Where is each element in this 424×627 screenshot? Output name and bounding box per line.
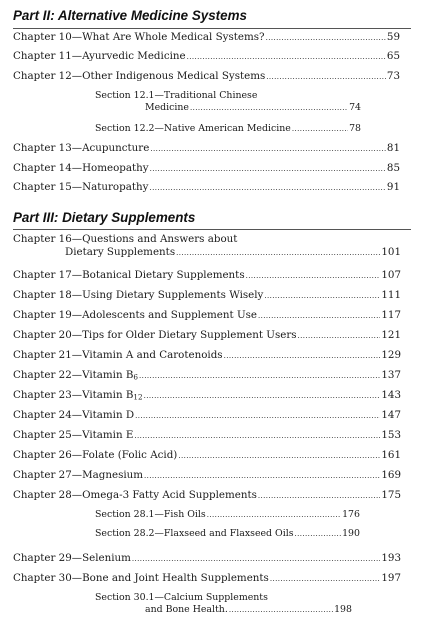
dot-leader: [266, 71, 386, 84]
toc-entry-chapter-27[interactable]: [13, 469, 401, 483]
dot-leader: [139, 370, 380, 383]
entry-label-continued: Medicine: [145, 102, 189, 113]
dot-leader: [187, 51, 386, 64]
entry-label: Chapter 26—Folate (Folic Acid): [13, 449, 178, 461]
page-number: 143: [381, 389, 401, 401]
page-number: 111: [381, 289, 401, 301]
page-number: 107: [381, 269, 401, 281]
page-number: 101: [381, 246, 401, 258]
dot-leader: [134, 430, 380, 443]
dot-leader: [144, 470, 380, 483]
toc-entry-section-30-1[interactable]: [95, 592, 352, 616]
entry-label: Chapter 17—Botanical Dietary Supplements: [13, 269, 245, 281]
dot-leader: [149, 182, 385, 195]
entry-label: Chapter 29—Selenium: [13, 552, 131, 564]
entry-label: Chapter 12—Other Indigenous Medical Systems: [13, 70, 266, 82]
entry-label: Chapter 15—Naturopathy: [13, 181, 149, 193]
page-number: 78: [349, 123, 361, 134]
page-number: 117: [381, 309, 401, 321]
dot-leader: [298, 330, 381, 343]
subscript: 12: [133, 392, 143, 402]
entry-label: Chapter 28—Omega-3 Fatty Acid Supplements: [13, 489, 257, 501]
dot-leader: [246, 270, 381, 283]
page-number: 176: [342, 509, 360, 520]
toc-entry-chapter-25[interactable]: [13, 429, 401, 443]
toc-entry-chapter-13[interactable]: [13, 142, 400, 156]
toc-entry-chapter-11[interactable]: [13, 50, 400, 64]
toc-entry-chapter-18[interactable]: [13, 289, 401, 303]
page-number: 190: [342, 528, 360, 539]
divider: [13, 28, 411, 29]
entry-label: Chapter 18—Using Dietary Supplements Wisely: [13, 289, 264, 301]
toc-entry-section-28-2[interactable]: [95, 528, 360, 540]
toc-entry-chapter-17[interactable]: [13, 269, 401, 283]
toc-entry-chapter-30[interactable]: [13, 572, 401, 586]
entry-label: Chapter 24—Vitamin D: [13, 409, 135, 421]
entry-label: Section 12.1—Traditional Chinese: [95, 90, 258, 101]
toc-entry-chapter-12[interactable]: [13, 70, 400, 84]
toc-entry-chapter-26[interactable]: [13, 449, 401, 463]
dot-leader: [258, 490, 380, 503]
page-number: 81: [386, 142, 400, 154]
entry-label: Chapter 19—Adolescents and Supplement Use: [13, 309, 257, 321]
entry-label: Section 28.2—Flaxseed and Flaxseed Oils: [95, 528, 294, 539]
entry-label: Chapter 22—Vitamin $B_6$: [13, 369, 139, 382]
dot-leader: [258, 310, 380, 323]
page-number: 91: [386, 181, 400, 193]
entry-label: Chapter 27—Magnesium: [13, 469, 144, 481]
page-number: 74: [349, 102, 361, 113]
toc-entry-chapter-10[interactable]: [13, 31, 400, 45]
part-title: Part III: Dietary Supplements: [13, 210, 196, 225]
toc-entry-chapter-24[interactable]: [13, 409, 401, 423]
entry-label: Chapter 11—Ayurvedic Medicine: [13, 50, 186, 62]
page-number: 197: [381, 572, 401, 584]
dot-leader: [207, 509, 341, 521]
dot-leader: [224, 350, 381, 363]
dot-leader: [150, 143, 386, 156]
page-number: 137: [381, 369, 401, 381]
divider: [13, 229, 411, 230]
dot-leader: [295, 528, 342, 540]
toc-entry-section-12-2[interactable]: [95, 123, 361, 135]
toc-entry-chapter-15[interactable]: [13, 181, 400, 195]
toc-entry-chapter-22[interactable]: [13, 369, 401, 383]
page-number: 193: [381, 552, 401, 564]
page-number: 85: [386, 162, 400, 174]
entry-label: Chapter 13—Acupuncture: [13, 142, 150, 154]
entry-label: Chapter 23—Vitamin $B_{12}$: [13, 389, 143, 402]
entry-label: Chapter 16—Questions and Answers about: [13, 233, 238, 245]
subscript: 6: [133, 372, 139, 382]
page-number: 73: [386, 70, 400, 82]
toc-entry-chapter-19[interactable]: [13, 309, 401, 323]
entry-label: Chapter 14—Homeopathy: [13, 162, 149, 174]
entry-label-continued: and Bone Health.: [145, 604, 228, 615]
toc-entry-chapter-14[interactable]: [13, 162, 400, 176]
entry-label: Chapter 30—Bone and Joint Health Supplements: [13, 572, 269, 584]
entry-label-continued: Dietary Supplements: [65, 246, 176, 258]
dot-leader: [132, 553, 380, 566]
page-number: 153: [381, 429, 401, 441]
toc-entry-chapter-21[interactable]: [13, 349, 401, 363]
page-number: 198: [334, 604, 352, 615]
dot-leader: [135, 410, 380, 423]
dot-leader: [190, 102, 348, 114]
page-number: 169: [381, 469, 401, 481]
toc-entry-chapter-29[interactable]: [13, 552, 401, 566]
dot-leader: [176, 247, 380, 260]
page-number: 161: [381, 449, 401, 461]
dot-leader: [266, 32, 386, 45]
dot-leader: [264, 290, 380, 303]
toc-entry-section-28-1[interactable]: [95, 509, 360, 521]
entry-label: Section 30.1—Calcium Supplements: [95, 592, 268, 603]
dot-leader: [229, 604, 333, 616]
dot-leader: [292, 123, 348, 135]
entry-label: Chapter 21—Vitamin A and Carotenoids: [13, 349, 223, 361]
part-title: Part II: Alternative Medicine Systems: [13, 8, 247, 23]
entry-label: Section 28.1—Fish Oils: [95, 509, 206, 520]
page-number: 59: [386, 31, 400, 43]
dot-leader: [144, 390, 381, 403]
entry-label: Chapter 10—What Are Whole Medical Systems?: [13, 31, 265, 43]
toc-entry-chapter-23[interactable]: [13, 389, 401, 403]
dot-leader: [178, 450, 380, 463]
entry-label: Chapter 20—Tips for Older Dietary Supplement Users: [13, 329, 297, 341]
entry-label: Section 12.2—Native American Medicine: [95, 123, 291, 134]
page-number: 147: [381, 409, 401, 421]
dot-leader: [270, 573, 381, 586]
entry-label: Chapter 25—Vitamin E: [13, 429, 134, 441]
page-number: 121: [381, 329, 401, 341]
page-number: 175: [381, 489, 401, 501]
toc-entry-chapter-20[interactable]: [13, 329, 401, 343]
toc-entry-chapter-28[interactable]: [13, 489, 401, 503]
page-number: 65: [386, 50, 400, 62]
dot-leader: [150, 163, 386, 176]
toc-entry-section-12-1[interactable]: [95, 90, 361, 114]
toc-entry-chapter-16[interactable]: [13, 233, 401, 260]
page-number: 129: [381, 349, 401, 361]
